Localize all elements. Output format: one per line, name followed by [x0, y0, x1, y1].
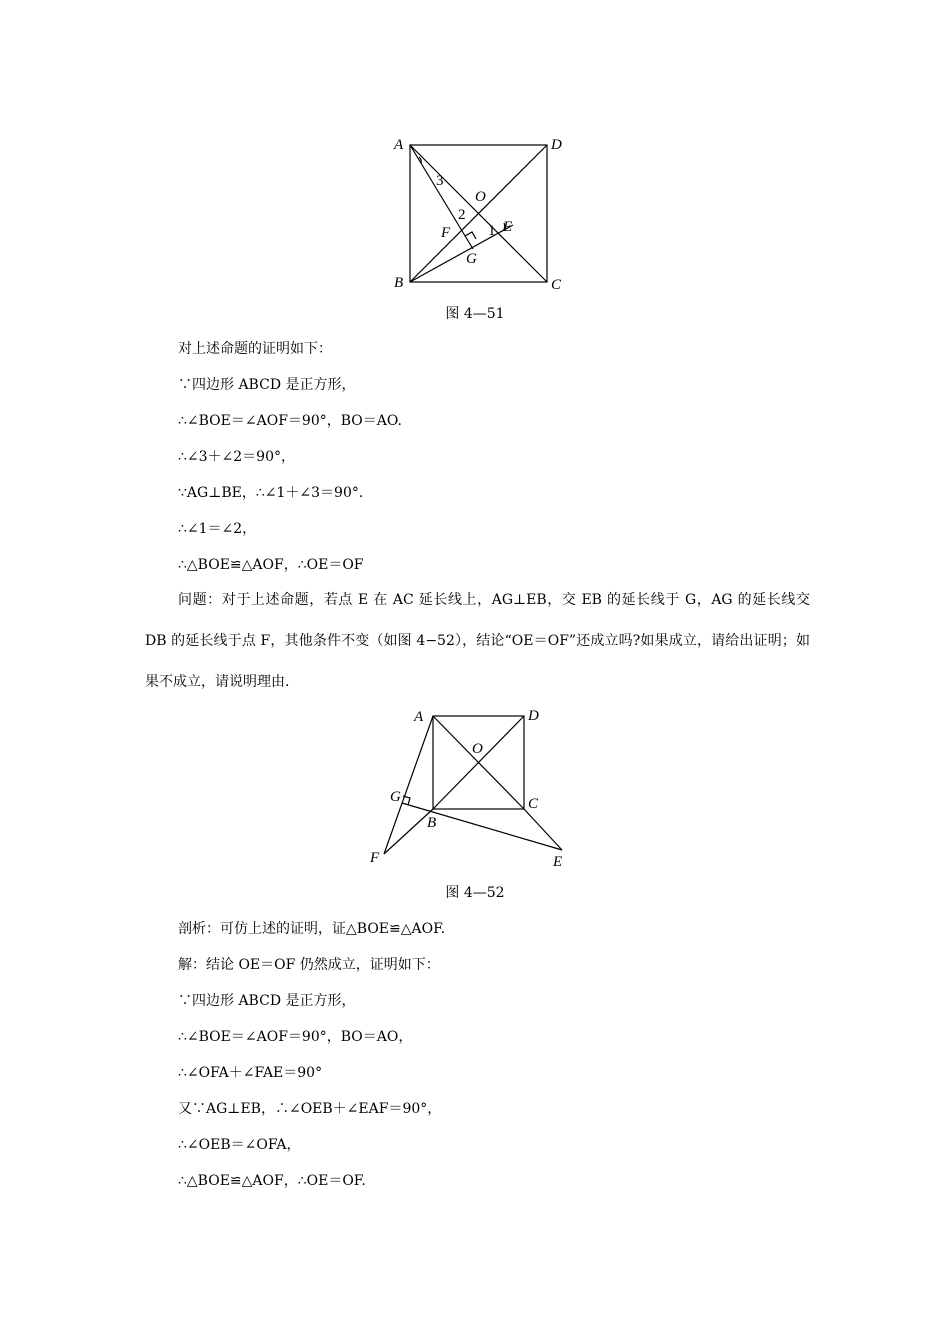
figure-4-52	[362, 704, 582, 874]
label-a: A	[414, 709, 424, 725]
label-e: E	[553, 854, 563, 870]
label-f: F	[441, 225, 451, 241]
label-angle-1: 1	[488, 223, 496, 239]
figure-4-51-caption: 图 4—51	[445, 306, 505, 322]
extension-bf	[384, 809, 433, 854]
solution-line-5: ∴∠OEB＝∠OFA，	[178, 1137, 301, 1153]
label-angle-3: 3	[436, 173, 444, 189]
analysis-line: 剖析：可仿上述的证明，证△BOE≌△AOF.	[178, 921, 446, 937]
label-f: F	[370, 850, 380, 866]
label-c: C	[551, 277, 562, 293]
label-c: C	[528, 796, 539, 812]
solution-line-2: ∴∠BOE＝∠AOF＝90°，BO＝AO，	[178, 1029, 413, 1045]
figure-4-52-diagram	[362, 704, 582, 874]
label-d: D	[551, 137, 562, 153]
proof1-line-4: ∵AG⊥BE，∴∠1＋∠3＝90°.	[178, 485, 364, 501]
solution-line-1: ∵四边形 ABCD 是正方形，	[178, 993, 356, 1009]
proof1-intro: 对上述命题的证明如下：	[178, 341, 332, 357]
label-e: E	[503, 219, 513, 235]
label-g: G	[390, 789, 401, 805]
figure-4-51-diagram	[388, 127, 578, 299]
label-a: A	[394, 137, 404, 153]
label-g: G	[466, 251, 477, 267]
proof1-line-1: ∵四边形 ABCD 是正方形，	[178, 377, 356, 393]
label-angle-2: 2	[458, 207, 466, 223]
solution-line-6: ∴△BOE≌△AOF，∴OE＝OF.	[178, 1173, 366, 1189]
label-d: D	[528, 708, 539, 724]
proof1-line-2: ∴∠BOE＝∠AOF＝90°，BO＝AO.	[178, 413, 402, 429]
segment-be	[410, 225, 513, 282]
solution-intro: 解：结论 OE＝OF 仍然成立，证明如下：	[178, 957, 440, 973]
proof1-line-5: ∴∠1＝∠2，	[178, 521, 257, 537]
figure-4-52-caption: 图 4—52	[445, 885, 505, 901]
figure-4-51	[388, 127, 578, 299]
label-b: B	[427, 815, 437, 831]
proof1-line-6: ∴△BOE≌△AOF，∴OE＝OF	[178, 557, 364, 573]
label-o: O	[475, 189, 486, 205]
question-paragraph: 问题：对于上述命题，若点 E 在 AC 延长线上，AG⊥EB，交 EB 的延长线于 G，AG 的延长线交 DB 的延长线于点 F，其他条件不变（如图 4−52），结论“OE＝OF”还成立吗?如果成立，请给出证明；如果不成立，请说明理由.	[145, 592, 810, 690]
line-af	[384, 716, 433, 854]
proof1-line-3: ∴∠3＋∠2＝90°，	[178, 449, 295, 465]
label-b: B	[394, 275, 404, 291]
solution-line-4: 又∵AG⊥EB，∴∠OEB＋∠EAF＝90°，	[178, 1101, 442, 1117]
solution-line-3: ∴∠OFA＋∠FAE＝90°	[178, 1065, 323, 1081]
label-o: O	[472, 741, 483, 757]
